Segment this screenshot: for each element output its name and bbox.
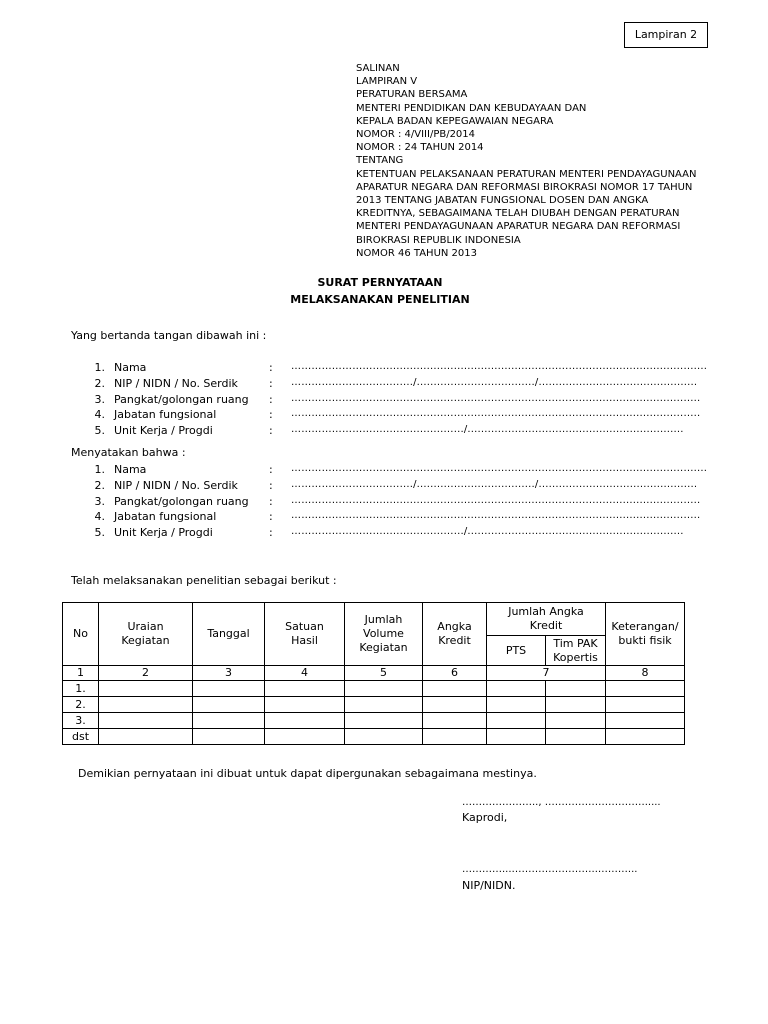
col-number: 2 xyxy=(99,666,193,681)
field-number: 5. xyxy=(94,526,105,540)
field-colon: : xyxy=(269,424,273,438)
table-cell[interactable] xyxy=(193,681,265,697)
header-pts: PTS xyxy=(487,636,546,666)
header-line: MENTERI PENDIDIKAN DAN KEBUDAYAAN DAN xyxy=(356,102,587,114)
field-label: Pangkat/golongan ruang xyxy=(114,494,249,508)
field-colon: : xyxy=(269,526,273,540)
field-label: NIP / NIDN / No. Serdik xyxy=(114,478,238,492)
header-no: No xyxy=(63,603,99,666)
table-row xyxy=(63,681,685,697)
document-subtitle: MELAKSANAKAN PENELITIAN xyxy=(290,293,470,306)
table-cell[interactable] xyxy=(193,729,265,745)
field-number: 5. xyxy=(94,424,105,438)
field-label: NIP / NIDN / No. Serdik xyxy=(114,376,238,390)
table-cell[interactable] xyxy=(265,681,345,697)
table-cell[interactable] xyxy=(606,697,685,713)
table-cell[interactable] xyxy=(193,713,265,729)
field-colon: : xyxy=(269,510,273,524)
field-colon: : xyxy=(269,361,273,374)
table-cell[interactable] xyxy=(423,713,487,729)
header-line: MENTERI PENDAYAGUNAAN APARATUR NEGARA DAN REFORMASI xyxy=(356,221,681,233)
sign-nip-label: NIP/NIDN. xyxy=(462,879,516,892)
closing-statement: Demikian pernyataan ini dibuat untuk dapat dipergunakan sebagaimana mestinya. xyxy=(78,767,537,780)
table-cell[interactable] xyxy=(99,729,193,745)
header-satuan: Satuan Hasil xyxy=(265,603,345,666)
field-label: Pangkat/golongan ruang xyxy=(114,392,249,406)
col-number: 6 xyxy=(423,666,487,681)
field-number: 3. xyxy=(94,392,105,406)
table-cell[interactable] xyxy=(99,681,193,697)
table-cell[interactable] xyxy=(546,729,606,745)
field-colon: : xyxy=(269,408,273,422)
table-cell[interactable] xyxy=(345,713,423,729)
field-colon: : xyxy=(269,392,273,406)
field-fill-line[interactable]: ……………………................................................................................................... xyxy=(291,463,708,474)
research-activity-table xyxy=(62,602,685,745)
header-line: NOMOR 46 TAHUN 2013 xyxy=(356,247,478,259)
field-number: 3. xyxy=(94,494,105,508)
field-colon: : xyxy=(269,494,273,508)
header-line: PERATURAN BERSAMA xyxy=(356,89,468,101)
field-label: Jabatan fungsional xyxy=(114,408,217,422)
header-line: KETENTUAN PELAKSANAAN PERATURAN MENTERI PENDAYAGUNAAN xyxy=(356,168,697,180)
table-row xyxy=(63,697,685,713)
field-fill-line[interactable]: ……………………................................................................................................. xyxy=(291,392,701,404)
table-cell[interactable] xyxy=(487,729,546,745)
table-cell[interactable] xyxy=(423,697,487,713)
field-number: 2. xyxy=(94,478,105,492)
intro-text: Yang bertanda tangan dibawah ini : xyxy=(71,329,267,342)
header-angka-kredit: Angka Kredit xyxy=(423,603,487,666)
field-fill-line[interactable]: ……………………................................................................................................... xyxy=(291,361,708,372)
table-cell[interactable] xyxy=(487,681,546,697)
header-keterangan: Keterangan/ bukti fisik xyxy=(606,603,685,666)
header-line: NOMOR : 24 TAHUN 2014 xyxy=(356,142,484,154)
col-number: 4 xyxy=(265,666,345,681)
table-cell[interactable] xyxy=(345,681,423,697)
header-line: APARATUR NEGARA DAN REFORMASI BIROKRASI NOMOR 17 TAHUN xyxy=(356,181,693,193)
header-line: KREDITNYA, SEBAGAIMANA TELAH DIUBAH DENGAN PERATURAN xyxy=(356,208,680,220)
table-row xyxy=(63,713,685,729)
field-fill-line[interactable]: ………………….............../.................................../............................................... xyxy=(291,376,698,388)
table-cell[interactable] xyxy=(546,697,606,713)
table-cell[interactable] xyxy=(345,697,423,713)
field-label: Unit Kerja / Progdi xyxy=(114,424,213,438)
header-line: TENTANG xyxy=(356,155,404,167)
table-cell[interactable] xyxy=(99,697,193,713)
table-cell[interactable] xyxy=(423,729,487,745)
field-number: 4. xyxy=(94,510,105,524)
document-title: SURAT PERNYATAAN xyxy=(317,276,443,289)
field-fill-line[interactable]: ……………………................................................................................................. xyxy=(291,510,701,522)
field-fill-line[interactable]: …………………….........................../................................................................ xyxy=(291,526,684,538)
field-fill-line[interactable]: ………………….............../.................................../............................................... xyxy=(291,478,698,490)
table-cell[interactable] xyxy=(487,697,546,713)
field-number: 1. xyxy=(94,361,105,374)
header-uraian: Uraian Kegiatan xyxy=(99,603,193,666)
field-fill-line[interactable]: …………………….........................../................................................................ xyxy=(291,424,684,436)
lampiran-label: Lampiran 2 xyxy=(624,22,708,48)
table-cell[interactable] xyxy=(606,713,685,729)
header-line: 2013 TENTANG JABATAN FUNGSIONAL DOSEN DAN ANGKA xyxy=(356,195,649,207)
col-number: 7 xyxy=(487,666,606,681)
table-cell[interactable] xyxy=(546,681,606,697)
sign-role: Kaprodi, xyxy=(462,811,508,824)
table-cell[interactable] xyxy=(99,713,193,729)
header-line: NOMOR : 4/VIII/PB/2014 xyxy=(356,129,476,141)
table-cell[interactable] xyxy=(265,697,345,713)
header-line: LAMPIRAN V xyxy=(356,76,418,88)
header-line: KEPALA BADAN KEPEGAWAIAN NEGARA xyxy=(356,115,554,127)
table-cell[interactable] xyxy=(193,697,265,713)
table-cell[interactable] xyxy=(265,713,345,729)
field-label: Unit Kerja / Progdi xyxy=(114,526,213,540)
field-number: 4. xyxy=(94,408,105,422)
table-cell[interactable] xyxy=(487,713,546,729)
col-number: 5 xyxy=(345,666,423,681)
table-cell[interactable] xyxy=(606,729,685,745)
col-number: 3 xyxy=(193,666,265,681)
header-line: BIROKRASI REPUBLIK INDONESIA xyxy=(356,234,521,246)
regulation-header xyxy=(356,62,716,260)
table-cell[interactable] xyxy=(265,729,345,745)
field-label: Nama xyxy=(114,361,147,374)
header-line: SALINAN xyxy=(356,63,400,74)
row-number: 1. xyxy=(63,681,99,697)
field-number: 2. xyxy=(94,376,105,390)
column-number-row xyxy=(63,666,685,681)
header-tanggal: Tanggal xyxy=(193,603,265,666)
table-cell[interactable] xyxy=(345,729,423,745)
col-number: 8 xyxy=(606,666,685,681)
table-cell[interactable] xyxy=(546,713,606,729)
field-fill-line[interactable]: ……………………................................................................................................. xyxy=(291,408,701,420)
declare-text: Menyatakan bahwa : xyxy=(71,446,186,459)
field-fill-line[interactable]: ……………………................................................................................................. xyxy=(291,494,701,506)
table-cell[interactable] xyxy=(606,681,685,697)
field-colon: : xyxy=(269,478,273,492)
field-label: Nama xyxy=(114,463,147,476)
col-number: 1 xyxy=(63,666,99,681)
sign-name-line: …………...……………………..………... xyxy=(462,864,638,875)
row-number: 3. xyxy=(63,713,99,729)
research-intro-text: Telah melaksanakan penelitian sebagai berikut : xyxy=(71,574,337,587)
header-jumlah-angka-kredit: Jumlah Angka Kredit xyxy=(487,603,606,636)
field-colon: : xyxy=(269,463,273,476)
row-number: 2. xyxy=(63,697,99,713)
table-cell[interactable] xyxy=(423,681,487,697)
row-number: dst xyxy=(63,729,99,745)
header-jumlah-volume: Jumlah Volume Kegiatan xyxy=(345,603,423,666)
sign-place-date: ………………….., …………………………..... xyxy=(462,797,661,808)
field-colon: : xyxy=(269,376,273,390)
field-label: Jabatan fungsional xyxy=(114,510,217,524)
table-row xyxy=(63,729,685,745)
header-tim-pak: Tim PAK Kopertis xyxy=(546,636,606,666)
field-number: 1. xyxy=(94,463,105,476)
